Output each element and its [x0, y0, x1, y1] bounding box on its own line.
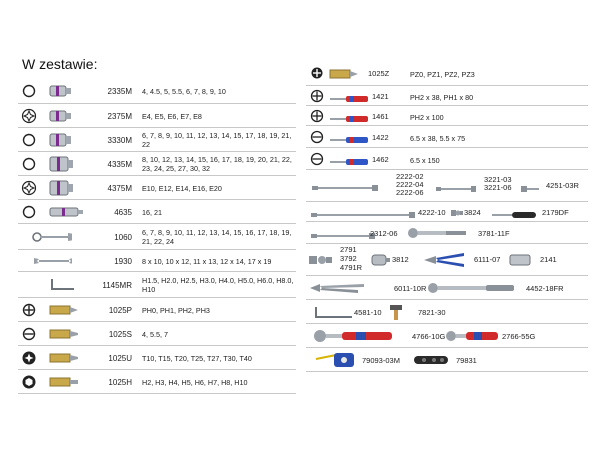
size-list: T10, T15, T20, T25, T27, T30, T40	[142, 354, 252, 363]
table-row	[18, 272, 296, 298]
torx-socket-icon	[18, 108, 40, 124]
product-code: 79093-03M	[362, 356, 400, 365]
table-row	[18, 298, 296, 322]
product-code: 2222-04	[396, 180, 424, 189]
table-row	[306, 324, 588, 348]
product-code: 3824	[464, 208, 481, 217]
socket-image	[48, 132, 88, 148]
product-code: 1422	[372, 133, 389, 142]
size-list: 8, 10, 12, 13, 14, 15, 16, 17, 18, 19, 20, 21, 22, 23, 24, 25, 27, 30, 32	[142, 155, 292, 173]
ratchet-image	[426, 281, 518, 300]
product-code: 4251-03R	[546, 181, 579, 190]
slotted-icon	[310, 130, 324, 149]
product-code: 1421	[372, 92, 389, 101]
product-code: 4791R	[340, 263, 363, 272]
product-code: 6011-10R	[394, 284, 427, 293]
product-code: 2791	[340, 245, 357, 254]
table-row	[306, 202, 588, 222]
product-code: 3221-06	[484, 183, 512, 192]
adapter-image	[370, 252, 392, 273]
bit-image	[48, 304, 88, 316]
size-list: E4, E5, E6, E7, E8	[142, 112, 202, 121]
size-list: 6.5 x 38, 5.5 x 75	[410, 134, 466, 143]
table-row	[18, 250, 296, 272]
product-code: 3781-11F	[478, 229, 510, 238]
table-row	[306, 60, 588, 86]
pliers-image	[422, 250, 466, 275]
product-code: 2312-06	[370, 229, 398, 238]
bit-image	[48, 328, 88, 340]
product-code: 2222-02	[396, 172, 424, 181]
product-code: 2141	[540, 255, 557, 264]
hex-socket-icon	[18, 156, 40, 172]
size-list: 4, 5.5, 7	[142, 330, 168, 339]
size-list: PZ0, PZ1, PZ2, PZ3	[410, 70, 475, 79]
product-code: 6111-07	[474, 255, 501, 264]
table-row	[306, 222, 588, 244]
ratchet-image	[444, 329, 500, 348]
product-code: 1025Z	[368, 69, 390, 78]
bit-image	[328, 67, 360, 85]
combination-wrench-image	[32, 231, 72, 243]
heading: W zestawie:	[22, 56, 98, 72]
product-code: 1145MR	[102, 281, 132, 290]
size-list: 6.5 x 150	[410, 156, 440, 165]
product-code: 3330M	[107, 136, 132, 145]
hex-socket-icon	[18, 132, 40, 148]
size-list: H2, H3, H4, H5, H6, H7, H8, H10	[142, 378, 248, 387]
product-code: 4581-10	[354, 308, 382, 317]
hex-key-image	[48, 276, 88, 294]
table-row	[18, 200, 296, 224]
size-list: 4, 4.5, 5, 5.5, 6, 7, 8, 9, 10	[142, 87, 226, 96]
spark-plug-socket-image	[48, 205, 88, 219]
hex-key-image	[312, 305, 356, 326]
extension-bar-image	[310, 180, 380, 198]
table-row	[306, 148, 588, 170]
product-code: 1060	[114, 233, 132, 242]
table-row	[306, 170, 588, 202]
torx-bit-icon	[18, 350, 40, 366]
product-code: 4335M	[107, 160, 132, 169]
socket-image	[48, 109, 88, 123]
extension-bar-image	[520, 181, 542, 199]
left-column	[18, 78, 296, 394]
table-row	[306, 300, 588, 324]
size-list: PH2 x 100	[410, 113, 444, 122]
table-row	[306, 126, 588, 148]
size-list: PH0, PH1, PH2, PH3	[142, 306, 210, 315]
table-row	[18, 346, 296, 370]
size-list: 8 x 10, 10 x 12, 11 x 13, 12 x 14, 17 x 19	[142, 257, 272, 266]
size-list: 16, 21	[142, 208, 162, 217]
product-code: 2222-06	[396, 188, 424, 197]
product-code: 3221-03	[484, 175, 512, 184]
product-code: 2766-55G	[502, 332, 536, 341]
size-list: 6, 7, 8, 9, 10, 11, 12, 13, 14, 15, 16, 17, 18, 19, 21, 22, 24	[142, 228, 292, 246]
table-row	[306, 348, 588, 372]
product-code: 4635	[114, 208, 132, 217]
product-code: 4766-10G	[412, 332, 446, 341]
size-list: PH2 x 38, PH1 x 80	[410, 93, 474, 102]
adapter-image	[308, 253, 334, 272]
locking-pliers-image	[308, 280, 368, 301]
pozidriv-bit-icon	[310, 66, 324, 85]
table-row	[18, 104, 296, 128]
product-code: 1025H	[108, 378, 132, 387]
torx-socket-icon	[18, 180, 40, 196]
product-code: 2179DF	[542, 208, 569, 217]
socket-image	[48, 179, 88, 197]
hammer-image	[386, 303, 410, 326]
phillips-bit-icon	[18, 302, 40, 318]
product-code: 3792	[340, 254, 357, 263]
product-code: 4375M	[107, 184, 132, 193]
table-row	[18, 176, 296, 200]
product-code: 1025P	[108, 306, 132, 315]
slotted-icon	[310, 152, 324, 171]
product-code: 4222-10	[418, 208, 446, 217]
product-code: 2335M	[107, 87, 132, 96]
flex-ratchet-image	[406, 226, 470, 245]
product-code: 7821-30	[418, 308, 446, 317]
product-code: 4452-18FR	[526, 284, 564, 293]
hex-socket-icon	[18, 204, 40, 220]
slotted-bit-icon	[18, 326, 40, 342]
product-code: 1462	[372, 155, 389, 164]
bit-image	[48, 376, 88, 388]
product-code: 2375M	[107, 112, 132, 121]
right-column	[306, 60, 588, 372]
size-list: 6, 7, 8, 9, 10, 11, 12, 13, 14, 15, 17, 18, 19, 21, 22	[142, 131, 292, 149]
size-list: H1.5, H2.0, H2.5, H3.0, H4.0, H5.0, H6.0, H8.0, H10	[142, 276, 294, 294]
table-row	[306, 106, 588, 126]
table-row	[306, 86, 588, 106]
product-code: 1025S	[108, 330, 132, 339]
table-row	[306, 244, 588, 276]
table-row	[18, 128, 296, 152]
hex-bit-icon	[18, 374, 40, 390]
socket-image	[48, 155, 88, 173]
table-row	[18, 152, 296, 176]
size-list: E10, E12, E14, E16, E20	[142, 184, 222, 193]
extension-bar-image	[434, 181, 478, 199]
table-row	[18, 322, 296, 346]
ratchet-image	[312, 328, 396, 349]
product-code: 1930	[114, 257, 132, 266]
hex-socket-icon	[18, 83, 40, 99]
product-code: 79831	[456, 356, 477, 365]
double-open-wrench-image	[32, 255, 72, 267]
product-code: 3812	[392, 255, 409, 264]
table-row	[18, 224, 296, 250]
socket-image	[48, 84, 88, 98]
product-code: 1461	[372, 112, 389, 121]
table-row	[18, 78, 296, 104]
table-row	[18, 370, 296, 394]
tape-measure-image	[312, 351, 356, 374]
bit-image	[48, 352, 88, 364]
product-code: 1025U	[108, 354, 132, 363]
magnetic-pickup-image	[412, 353, 452, 372]
table-row	[306, 276, 588, 300]
socket-image	[508, 253, 534, 272]
